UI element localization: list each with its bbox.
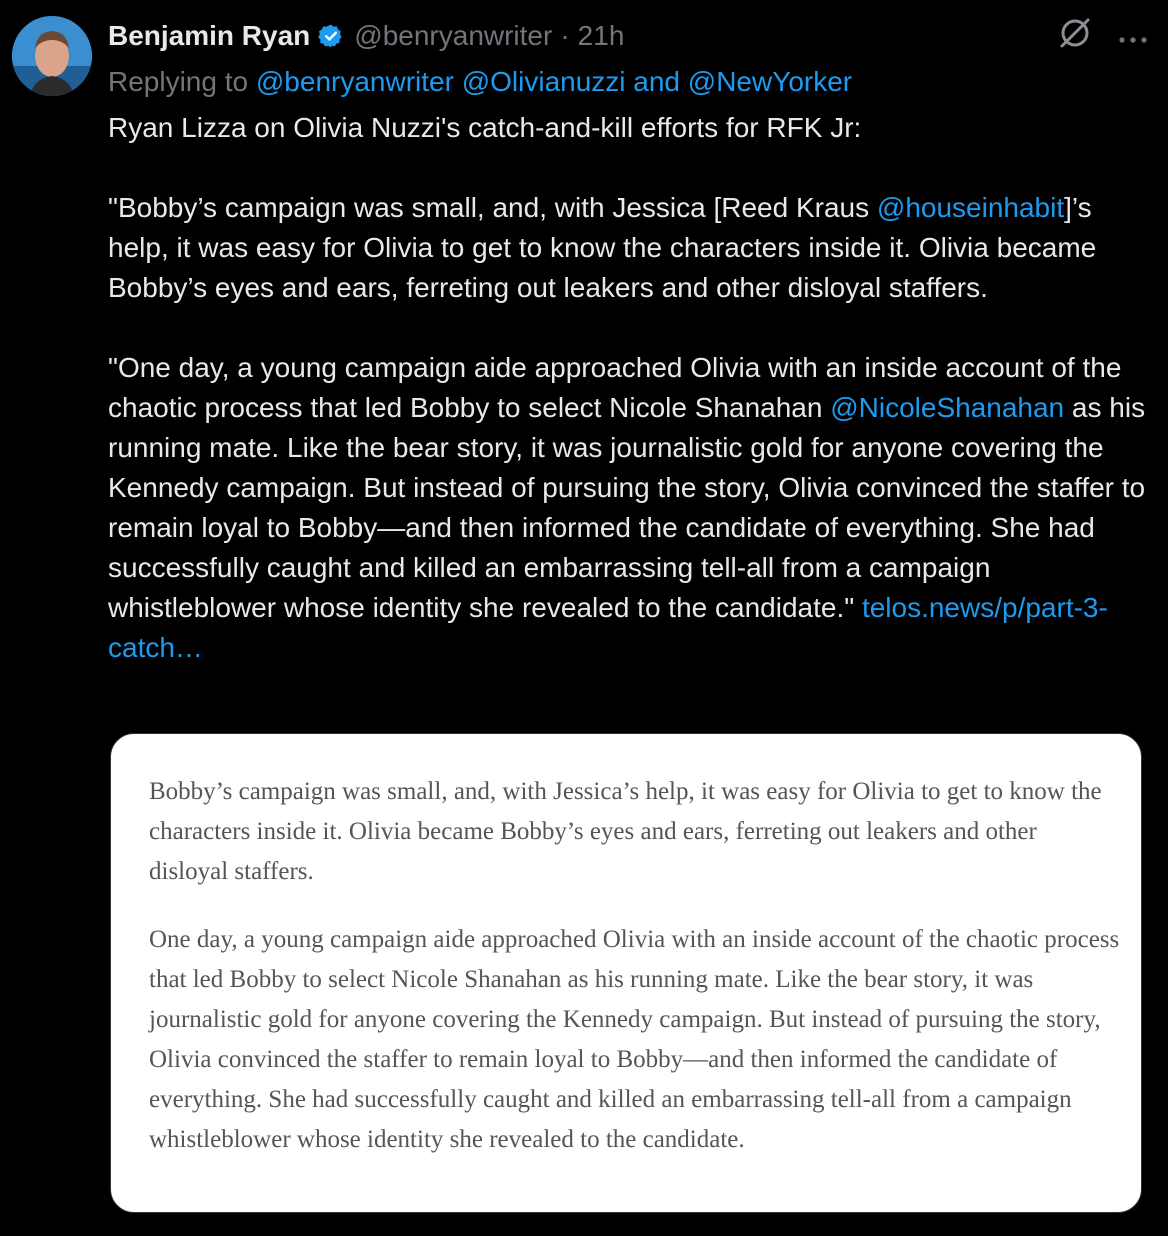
author-handle[interactable]: @benryanwriter <box>354 20 553 51</box>
quote-image-card[interactable] <box>110 733 1142 1213</box>
quote-paragraph-1: Bobby’s campaign was small, and, with Jessica’s help, it was easy for Olivia to get to know the characters inside it. Olivia became Bobby’s eyes and ears, ferreting out leakers and other disloyal staffers. <box>149 778 1102 885</box>
mention-houseinhabit[interactable]: @houseinhabit <box>876 192 1065 223</box>
tweet-paragraph-2-start: "One day, a young campaign aide approached Olivia with an inside account of the chaotic process that led Bobby to select Nicole Shanahan <box>108 352 1122 423</box>
grok-icon[interactable] <box>1058 16 1092 57</box>
tweet-header <box>108 14 1148 58</box>
author-name[interactable]: Benjamin Ryan <box>108 20 311 51</box>
reply-mentions[interactable]: @benryanwriter @Olivianuzzi and @NewYorker <box>255 66 853 97</box>
quote-paragraph-2: One day, a young campaign aide approached Olivia with an inside account of the chaotic process that led Bobby to select Nicole Shanahan as his running mate. Like the bear story, it was journalistic gold for anyone covering the Kennedy campaign. But instead of pursuing the story, Olivia convinced the staffer to remain loyal to Bobby—and then informed the candidate of everything. She had successfully caught and killed an embarrassing tell-all from a campaign whistleblower whose identity she revealed to the candidate. <box>149 926 1120 1153</box>
tweet-paragraph-1-end: ]’s help, it was easy for Olivia to get to know the characters inside it. Olivia became Bobby’s eyes and ears, ferreting out leakers and other disloyal staffers. <box>108 192 1097 303</box>
separator: · <box>560 20 570 51</box>
mention-nicoleshanahan[interactable]: @NicoleShanahan <box>830 392 1065 423</box>
tweet-text <box>108 108 1148 668</box>
tweet-paragraph-2-end: as his running mate. Like the bear story, it was journalistic gold for anyone covering the Kennedy campaign. But instead of pursuing the story, Olivia convinced the staffer to remain loyal to Bobby—and then informed the candidate of everything. She had successfully caught and killed an embarrassing tell-all from a campaign whistleblower whose identity she revealed to the candidate." <box>108 392 1146 623</box>
timestamp[interactable]: 21h <box>577 20 625 51</box>
tweet <box>108 14 1148 668</box>
verified-badge-icon[interactable] <box>318 23 344 49</box>
tweet-intro: Ryan Lizza on Olivia Nuzzi's catch-and-kill efforts for RFK Jr: <box>108 112 862 143</box>
avatar[interactable] <box>12 16 92 96</box>
article-link[interactable]: telos.news/p/part-3-catch… <box>108 592 1108 663</box>
replying-to <box>108 62 1148 102</box>
replying-to-label: Replying to <box>108 66 249 97</box>
more-icon[interactable] <box>1118 20 1148 52</box>
tweet-paragraph-1-start: "Bobby’s campaign was small, and, with Jessica [Reed Kraus <box>108 192 877 223</box>
